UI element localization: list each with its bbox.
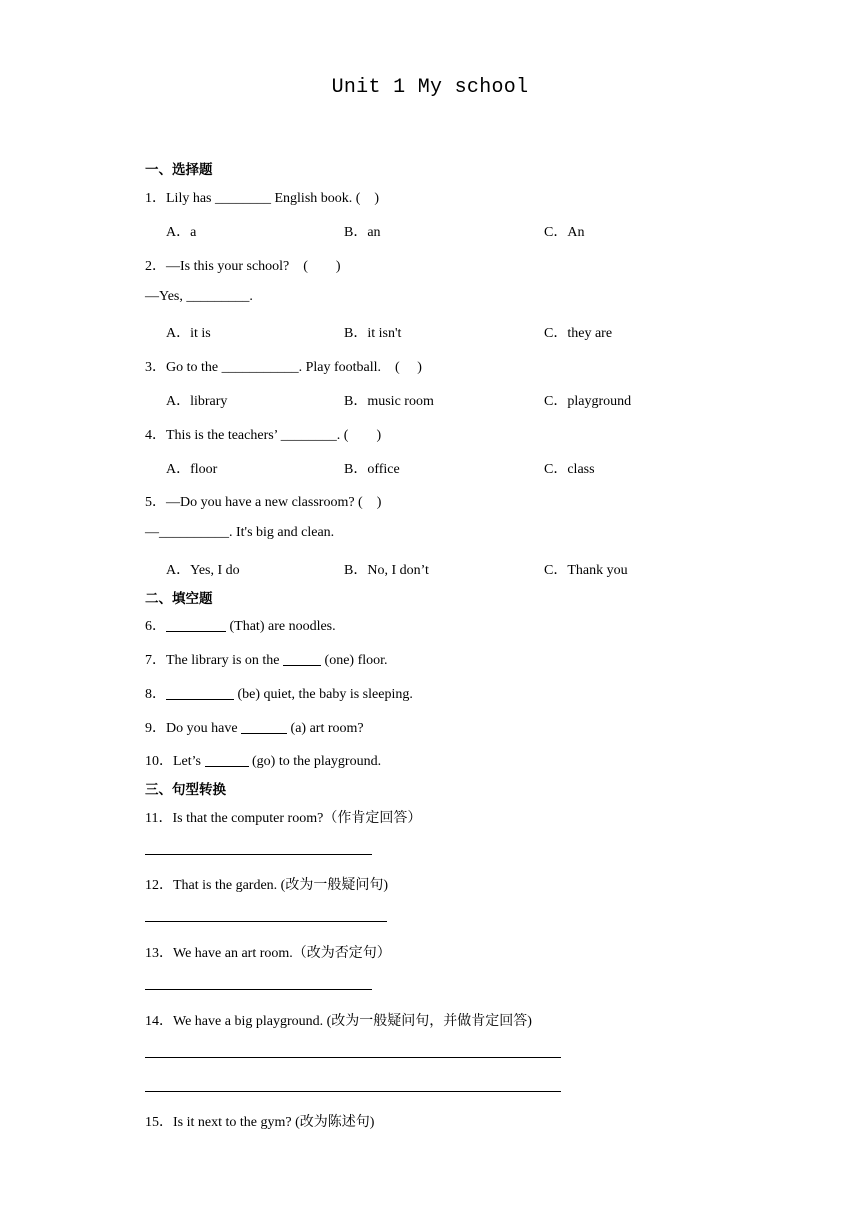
q9-suffix: (a) art room? — [287, 721, 364, 736]
question-4: 4．This is the teachers’ ________. ( ) — [145, 428, 382, 443]
q12-answer-line[interactable] — [145, 921, 387, 922]
question-9 — [145, 717, 364, 737]
question-13: 13．We have an art room.（改为否定句） — [145, 946, 391, 961]
q11-answer-line[interactable] — [145, 854, 372, 855]
q6-suffix: (That) are noodles. — [226, 619, 336, 634]
q8-suffix: (be) quiet, the baby is sleeping. — [234, 687, 413, 702]
q2-option-b: B．it isn't — [344, 326, 402, 341]
page-title: Unit 1 My school — [331, 76, 529, 99]
q2-option-c: C．they are — [544, 326, 613, 341]
q7-suffix: (one) floor. — [321, 653, 388, 668]
q9-prefix: 9．Do you have — [145, 721, 242, 736]
q8-blank[interactable] — [166, 686, 234, 700]
q5-option-a: A．Yes, I do — [166, 563, 240, 578]
q3-option-c: C．playground — [544, 394, 632, 409]
question-12: 12．That is the garden. (改为一般疑问句) — [145, 878, 389, 893]
question-5-answer-line: —__________. It's big and clean. — [145, 525, 335, 540]
q5-option-c: C．Thank you — [544, 563, 628, 578]
question-15: 15．Is it next to the gym? (改为陈述句) — [145, 1115, 375, 1130]
q4-option-c: C．class — [544, 462, 595, 477]
q6-blank[interactable] — [166, 618, 226, 632]
q7-blank[interactable] — [283, 652, 321, 666]
q1-option-a: A．a — [166, 225, 197, 240]
question-10 — [145, 750, 381, 770]
section-heading-transform: 三、句型转换 — [145, 782, 226, 798]
section-heading-choice: 一、选择题 — [145, 162, 213, 178]
q10-blank[interactable] — [205, 753, 249, 767]
q7-prefix: 7．The library is on the — [145, 653, 284, 668]
question-3: 3．Go to the ___________. Play football. ( ) — [145, 360, 422, 375]
question-2-answer-line: —Yes, _________. — [145, 289, 253, 304]
q14-answer-line-1[interactable] — [145, 1057, 561, 1058]
question-2: 2．—Is this your school? ( ) — [145, 259, 341, 274]
q1-option-c: C．An — [544, 225, 585, 240]
q4-option-b: B．office — [344, 462, 400, 477]
question-1: 1．Lily has ________ English book. ( ) — [145, 191, 380, 206]
q3-option-a: A．library — [166, 394, 228, 409]
question-6 — [145, 615, 336, 635]
q6-prefix: 6． — [145, 619, 166, 634]
q2-option-a: A．it is — [166, 326, 211, 341]
q5-option-b: B．No, I don’t — [344, 563, 429, 578]
section-heading-fill-in: 二、填空题 — [145, 591, 213, 607]
question-8 — [145, 683, 413, 703]
question-5: 5．—Do you have a new classroom? ( ) — [145, 495, 382, 510]
q8-prefix: 8． — [145, 687, 166, 702]
q3-option-b: B．music room — [344, 394, 434, 409]
question-11: 11．Is that the computer room?（作肯定回答） — [145, 811, 422, 826]
q14-answer-line-2[interactable] — [145, 1091, 561, 1092]
q1-option-b: B．an — [344, 225, 381, 240]
q9-blank[interactable] — [241, 720, 287, 734]
q10-suffix: (go) to the playground. — [248, 754, 382, 769]
question-14: 14．We have a big playground. (改为一般疑问句，并做肯定回答) — [145, 1014, 532, 1029]
q4-option-a: A．floor — [166, 462, 218, 477]
question-7 — [145, 649, 388, 669]
q10-prefix: 10．Let’s — [145, 754, 205, 769]
q13-answer-line[interactable] — [145, 989, 372, 990]
